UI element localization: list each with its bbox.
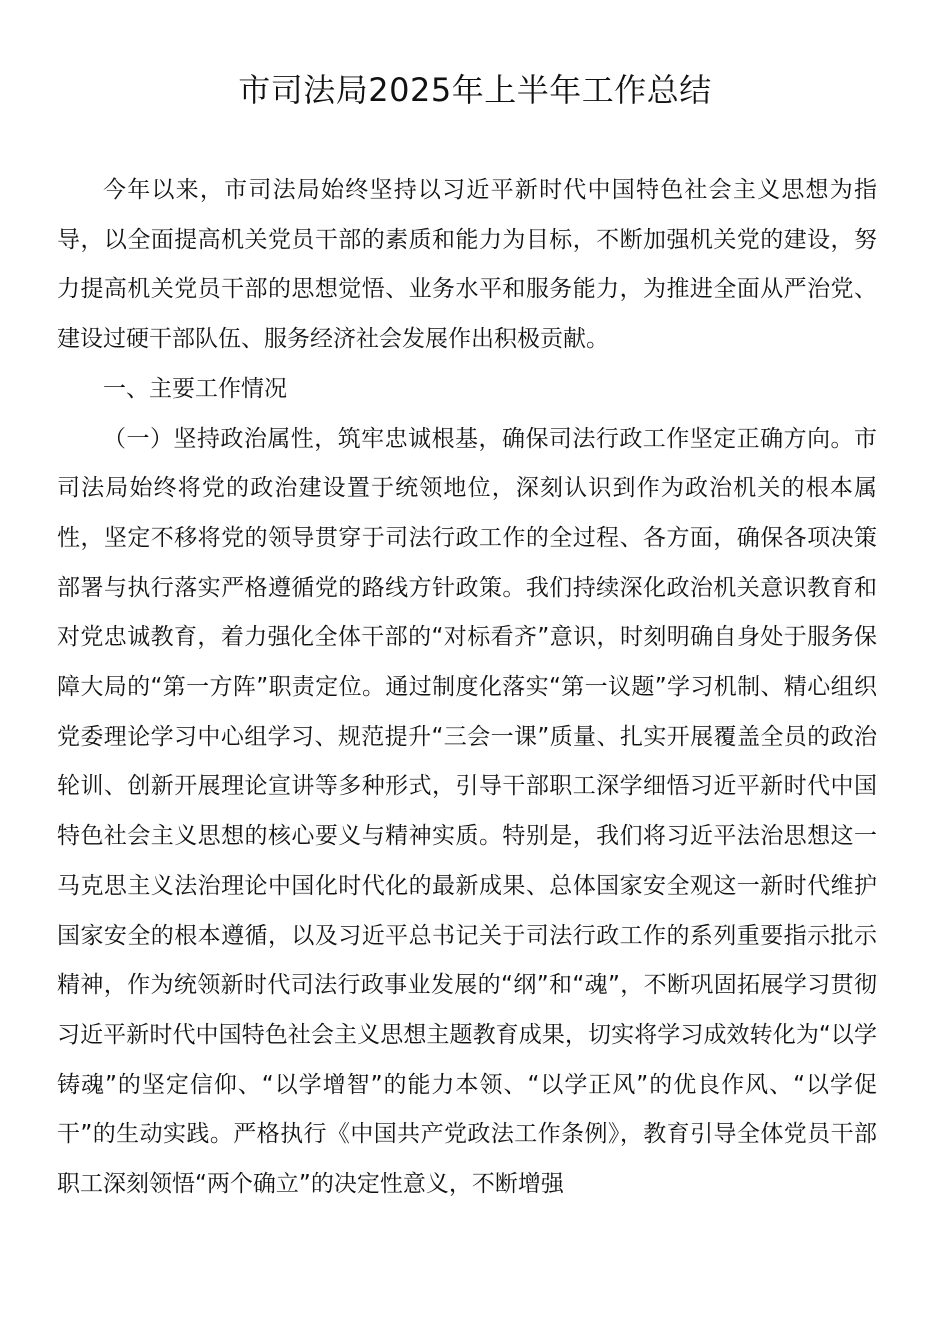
section-heading: 一、主要工作情况: [103, 375, 287, 402]
body-paragraph: （一）坚持政治属性，筑牢忠诚根基，确保司法行政工作坚定正确方向。市司法局始终将党的政治建设置于统领地位，深刻认识到作为政治机关的根本属性，坚定不移将党的领导贯穿于司法行政工作的全过程、各方面，确保各项决策部署与执行落实严格遵循党的路线方针政策。我们持续深化政治机关意识教育和对党忠诚教育，着力强化全体干部的“对标看齐”意识，时刻明确自身处于服务保障大局的“第一方阵”职责定位。通过制度化落实“第一议题”学习机制、精心组织党委理论学习中心组学习、规范提升“三会一课”质量、扎实开展覆盖全员的政治轮训、创新开展理论宣讲等多种形式，引导干部职工深学细悟习近平新时代中国特色社会主义思想的核心要义与精神实质。特别是，我们将习近平法治思想这一马克思主义法治理论中国化时代化的最新成果、总体国家安全观这一新时代维护国家安全的根本遵循，以及习近平总书记关于司法行政工作的系列重要指示批示精神，作为统领新时代司法行政事业发展的“纲”和“魂”，不断巩固拓展学习贯彻习近平新时代中国特色社会主义思想主题教育成果，切实将学习成效转化为“以学铸魂”的坚定信仰、“以学增智”的能力本领、“以学正风”的优良作风、“以学促干”的生动实践。严格执行《中国共产党政法工作条例》，教育引导全体党员干部职工深刻领悟“两个确立”的决定性意义，不断增强: [57, 425, 877, 1198]
intro-paragraph: 今年以来，市司法局始终坚持以习近平新时代中国特色社会主义思想为指导，以全面提高机关党员干部的素质和能力为目标，不断加强机关党的建设，努力提高机关党员干部的思想觉悟、业务水平和服务能力，为推进全面从严治党、建设过硬干部队伍、服务经济社会发展作出积极贡献。: [57, 177, 877, 353]
document-body: [57, 166, 877, 1210]
document-title: 市司法局2025年上半年工作总结: [238, 71, 712, 109]
